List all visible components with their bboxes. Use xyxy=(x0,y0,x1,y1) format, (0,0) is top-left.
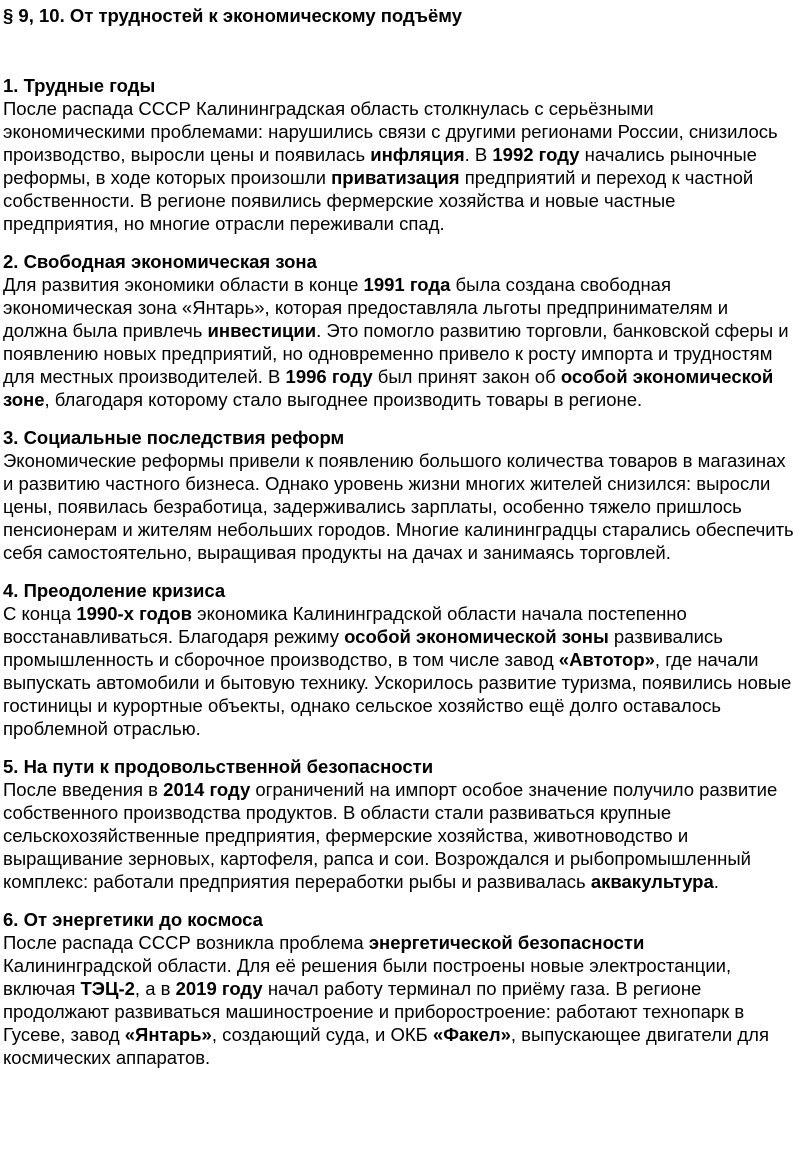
text-run: После распада СССР возникла проблема xyxy=(3,932,369,953)
bold-term: аквакультура xyxy=(590,871,714,892)
text-run: С конца xyxy=(3,603,77,624)
bold-term: «Автотор» xyxy=(558,649,655,670)
text-run: . Это помогло развитию торговли, банковской сферы и появлению новых предприятий, но одновременно привело к росту импорта и трудностям для местных производителей. В xyxy=(3,320,789,387)
section-3 xyxy=(3,426,794,564)
text-run: . xyxy=(713,871,719,892)
bold-term: 1996 году xyxy=(285,366,373,387)
text-run: После распада СССР Калининградская область столкнулась с серьёзными экономическими проблемами: нарушились связи с другими регионами России, снизилось производство, выросли цены и появилась xyxy=(3,98,778,165)
bold-term: 2019 году xyxy=(175,978,263,999)
text-run: Экономические реформы привели к появлению большого количества товаров в магазинах и развитию частного бизнеса. Однако уровень жизни многих жителей снизился: выросли цены, появилась безработица, задерживались зарплаты, особенно тяжело пришлось пенсионерам и жителям небольших городов. Многие калининградцы старались обеспечить себя самостоятельно, выращивая продукты на дачах и занимаясь торговлей. xyxy=(3,450,794,563)
text-run: экономика Калининградской области начала постепенно восстанавливаться. Благодаря режиму xyxy=(3,603,687,647)
text-run: развивались промышленность и сборочное производство, в том числе завод xyxy=(3,626,723,670)
bold-term: особой экономической зоны xyxy=(344,626,609,647)
bold-term: 2014 году xyxy=(163,779,251,800)
section-6 xyxy=(3,908,794,1069)
section-heading: 1. Трудные годы xyxy=(3,75,156,96)
section-heading: 4. Преодоление кризиса xyxy=(3,580,226,601)
section-1 xyxy=(3,74,794,235)
sections-container xyxy=(3,74,794,1069)
section-heading: 3. Социальные последствия реформ xyxy=(3,427,345,448)
text-run: Для развития экономики области в конце xyxy=(3,274,364,295)
bold-term: 1991 года xyxy=(363,274,451,295)
bold-term: 1992 году xyxy=(492,144,580,165)
text-run: ограничений на импорт особое значение получило развитие собственного производства продуктов. В области стали развиваться крупные сельскохозяйственные предприятия, фермерские хозяйства, животноводство и выращивание зерновых, картофеля, рапса и сои. Возрождался и рыбопромышленный комплекс: работали предприятия переработки рыбы и развивалась xyxy=(3,779,778,892)
bold-term: энергетической безопасности xyxy=(368,932,645,953)
text-run: предприятий и переход к частной собственности. В регионе появились фермерские хозяйства и новые частные предприятия, но многие отрасли переживали спад. xyxy=(3,167,754,234)
bold-term: инвестиции xyxy=(207,320,317,341)
text-run: начал работу терминал по приёму газа. В регионе продолжают развиваться машиностроение и приборостроение: работают технопарк в Гусеве, завод xyxy=(3,978,745,1045)
section-paragraph xyxy=(3,778,794,893)
text-run: был принят закон об xyxy=(372,366,561,387)
text-run: , благодаря которому стало выгоднее производить товары в регионе. xyxy=(44,389,643,410)
section-paragraph xyxy=(3,449,794,564)
bold-term: 1990-х годов xyxy=(76,603,193,624)
text-run: начались рыночные реформы, в ходе которых произошли xyxy=(3,144,757,188)
text-run: была создана свободная экономическая зона «Янтарь», которая предоставляла льготы предпринимателям и должна была привлечь xyxy=(3,274,729,341)
text-run: , где начали выпускать автомобили и бытовую технику. Ускорилось развитие туризма, появились новые гостиницы и курортные объекты, однако сельское хозяйство ещё долго оставалось проблемной отраслью. xyxy=(3,649,792,739)
section-paragraph xyxy=(3,273,794,411)
text-run: Калининградской области. Для её решения были построены новые электростанции, включая xyxy=(3,955,732,999)
section-5 xyxy=(3,755,794,893)
section-paragraph xyxy=(3,602,794,740)
section-paragraph xyxy=(3,931,794,1069)
section-4 xyxy=(3,579,794,740)
bold-term: ТЭЦ-2 xyxy=(80,978,135,999)
document-title: § 9, 10. От трудностей к экономическому подъёму xyxy=(3,5,462,26)
bold-term: «Янтарь» xyxy=(124,1024,212,1045)
bold-term: «Факел» xyxy=(432,1024,511,1045)
section-paragraph xyxy=(3,97,794,235)
section-2 xyxy=(3,250,794,411)
text-run: , создающий суда, и ОКБ xyxy=(211,1024,433,1045)
bold-term: инфляция xyxy=(370,144,465,165)
text-run: После введения в xyxy=(3,779,164,800)
bold-term: особой экономической зоне xyxy=(3,366,774,410)
text-run: . В xyxy=(464,144,493,165)
bold-term: приватизация xyxy=(331,167,460,188)
text-run: , а в xyxy=(134,978,176,999)
section-heading: 6. От энергетики до космоса xyxy=(3,909,263,930)
section-heading: 5. На пути к продовольственной безопасности xyxy=(3,756,434,777)
section-heading: 2. Свободная экономическая зона xyxy=(3,251,317,272)
text-run: , выпускающее двигатели для космических аппаратов. xyxy=(3,1024,769,1068)
